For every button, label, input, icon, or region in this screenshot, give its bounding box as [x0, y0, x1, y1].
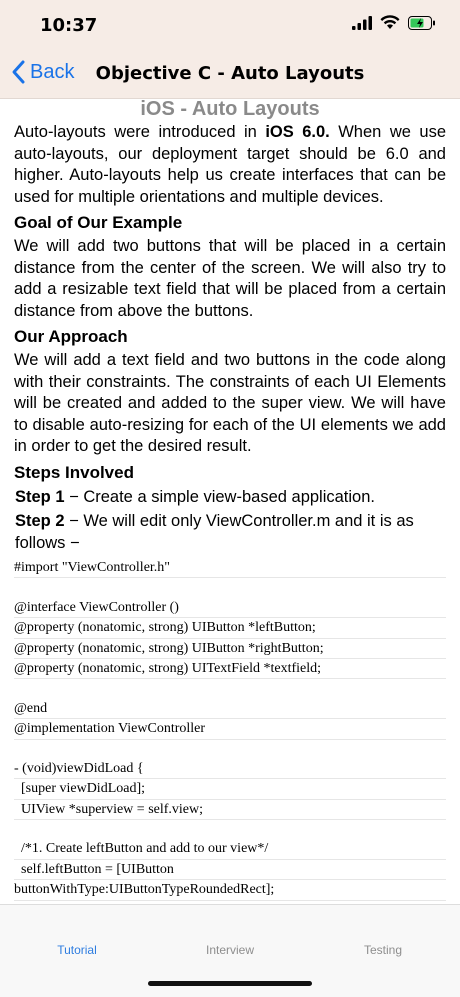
step-1-text: − Create a simple view-based application. — [64, 487, 375, 506]
signal-icon — [352, 16, 372, 30]
goal-paragraph: We will add two buttons that will be placed in a certain distance from the center of the screen. We will also try to add a resizable text field that will be placed from a certain distance from above the buttons. — [14, 237, 446, 320]
code-line: @interface ViewController () — [14, 598, 446, 618]
intro-paragraph — [14, 122, 446, 208]
approach-paragraph: We will add a text field and two buttons in the code along with their constraints. The constraints of each UI Elements will be created and added to the super view. We will have to disable auto-resizing for each of the UI elements we add in order to get the desired result. — [14, 351, 446, 455]
goal-heading: Goal of Our Example — [14, 213, 183, 232]
nav-title: Objective C - Auto Layouts — [95, 63, 365, 84]
code-line — [14, 740, 446, 759]
code-line — [14, 820, 446, 839]
code-line: @property (nonatomic, strong) UITextField *textfield; — [14, 659, 446, 679]
code-line — [14, 578, 446, 597]
step-1 — [15, 487, 445, 509]
intro-text-bold: iOS 6.0. — [265, 123, 330, 141]
code-line: /*1. Create leftButton and add to our view*/ — [14, 839, 446, 859]
steps-heading: Steps Involved — [14, 462, 134, 482]
code-line: UIView *superview = self.view; — [14, 800, 446, 820]
battery-charging-icon — [408, 16, 436, 30]
step-2-label: Step 2 — [15, 512, 65, 530]
code-line: #import "ViewController.h" — [14, 558, 446, 578]
code-line — [14, 679, 446, 698]
step-2-text: − We will edit only ViewController.m and it is as follows − — [15, 512, 414, 552]
tab-tutorial-label: Tutorial — [57, 943, 97, 957]
code-line: - (void)viewDidLoad { — [14, 759, 446, 779]
navigation-bar — [0, 50, 460, 99]
tab-testing-label: Testing — [363, 943, 403, 957]
code-line: buttonWithType:UIButtonTypeRoundedRect]; — [14, 880, 446, 900]
tab-interview-label: Interview — [205, 943, 255, 957]
status-time: 10:37 — [40, 15, 98, 36]
code-block — [0, 558, 460, 941]
page-heading: iOS - Auto Layouts — [140, 98, 320, 120]
step-2 — [15, 511, 445, 554]
status-icons — [352, 15, 436, 30]
tab-testing[interactable] — [323, 943, 443, 957]
home-indicator — [148, 981, 312, 986]
tab-interview[interactable] — [170, 943, 290, 957]
approach-heading: Our Approach — [14, 327, 128, 346]
step-1-label: Step 1 — [15, 487, 65, 506]
intro-text-end: When we use auto-layouts, our deployment target should be 6.0 and higher. Auto-layouts help us create interfaces that can be used for multiple orientations and multiple devices. — [14, 123, 446, 206]
code-line: @end — [14, 699, 446, 719]
code-line: self.leftButton = [UIButton — [14, 860, 446, 880]
status-bar — [0, 0, 460, 50]
code-line: @property (nonatomic, strong) UIButton *rightButton; — [14, 639, 446, 659]
article-content[interactable] — [0, 98, 460, 904]
intro-text-start: Auto-layouts were introduced in — [14, 123, 266, 141]
code-line: @property (nonatomic, strong) UIButton *leftButton; — [14, 618, 446, 638]
code-line: [super viewDidLoad]; — [14, 779, 446, 799]
tab-tutorial[interactable] — [17, 943, 137, 957]
code-line: @implementation ViewController — [14, 719, 446, 739]
wifi-icon — [380, 15, 400, 30]
back-label: Back — [30, 60, 75, 83]
